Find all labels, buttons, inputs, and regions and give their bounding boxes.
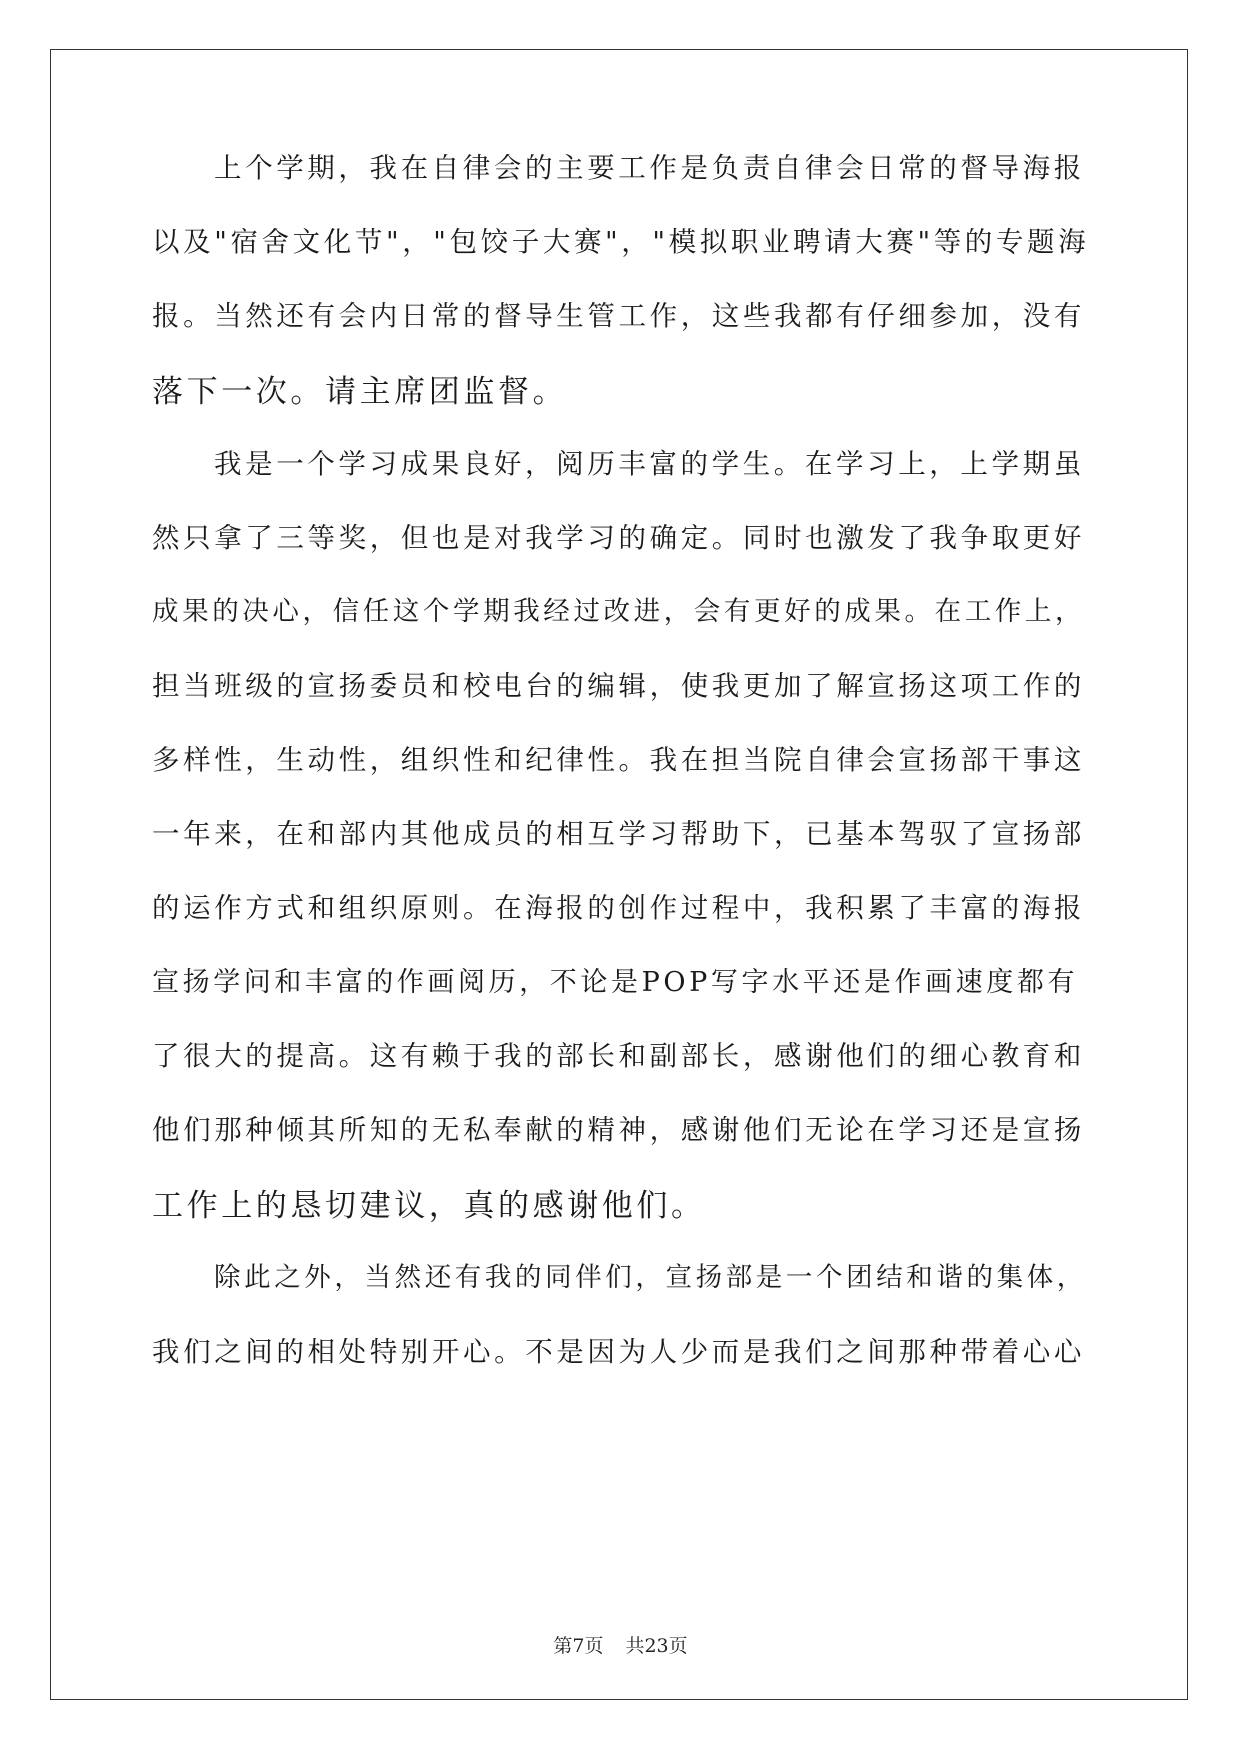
text-line: 落下一次。请主席团监督。 bbox=[152, 374, 568, 410]
text-line: 报。当然还有会内日常的督导生管工作，这些我都有仔细参加，没有 bbox=[152, 300, 1085, 332]
page-footer bbox=[0, 1631, 1241, 1658]
text-line: 成果的决心，信任这个学期我经过改进，会有更好的成果。在工作上， bbox=[152, 596, 1086, 627]
text-line: 宣扬学问和丰富的作画阅历，不论是POP写字水平还是作画速度都有 bbox=[152, 967, 1079, 998]
text-line: 以及"宿舍文化节"，"包饺子大赛"，"模拟职业聘请大赛"等的专题海 bbox=[152, 226, 1090, 258]
text-line: 了很大的提高。这有赖于我的部长和副部长，感谢他们的细心教育和 bbox=[152, 1040, 1085, 1072]
text-line: 除此之外，当然还有我的同伴们，宣扬部是一个团结和谐的集体， bbox=[214, 1262, 1087, 1293]
text-line: 我们之间的相处特别开心。不是因为人少而是我们之间那种带着心心 bbox=[152, 1336, 1085, 1368]
text-line: 然只拿了三等奖，但也是对我学习的确定。同时也激发了我争取更好 bbox=[152, 522, 1085, 554]
text-line: 工作上的恳切建议，真的感谢他们。 bbox=[152, 1188, 706, 1224]
text-line: 一年来，在和部内其他成员的相互学习帮助下，已基本驾驭了宣扬部 bbox=[152, 818, 1085, 850]
page-total: 共23页 bbox=[625, 1635, 688, 1657]
text-line: 他们那种倾其所知的无私奉献的精神，感谢他们无论在学习还是宣扬 bbox=[152, 1114, 1085, 1146]
text-line: 上个学期，我在自律会的主要工作是负责自律会日常的督导海报 bbox=[214, 152, 1085, 184]
text-line: 我是一个学习成果良好，阅历丰富的学生。在学习上，上学期虽 bbox=[214, 448, 1085, 480]
text-line: 多样性，生动性，组织性和纪律性。我在担当院自律会宣扬部干事这 bbox=[152, 744, 1085, 776]
page-border bbox=[50, 49, 1188, 1700]
text-line: 的运作方式和组织原则。在海报的创作过程中，我积累了丰富的海报 bbox=[152, 892, 1085, 924]
text-line: 担当班级的宣扬委员和校电台的编辑，使我更加了解宣扬这项工作的 bbox=[152, 670, 1085, 702]
page-number: 第7页 bbox=[553, 1635, 604, 1657]
